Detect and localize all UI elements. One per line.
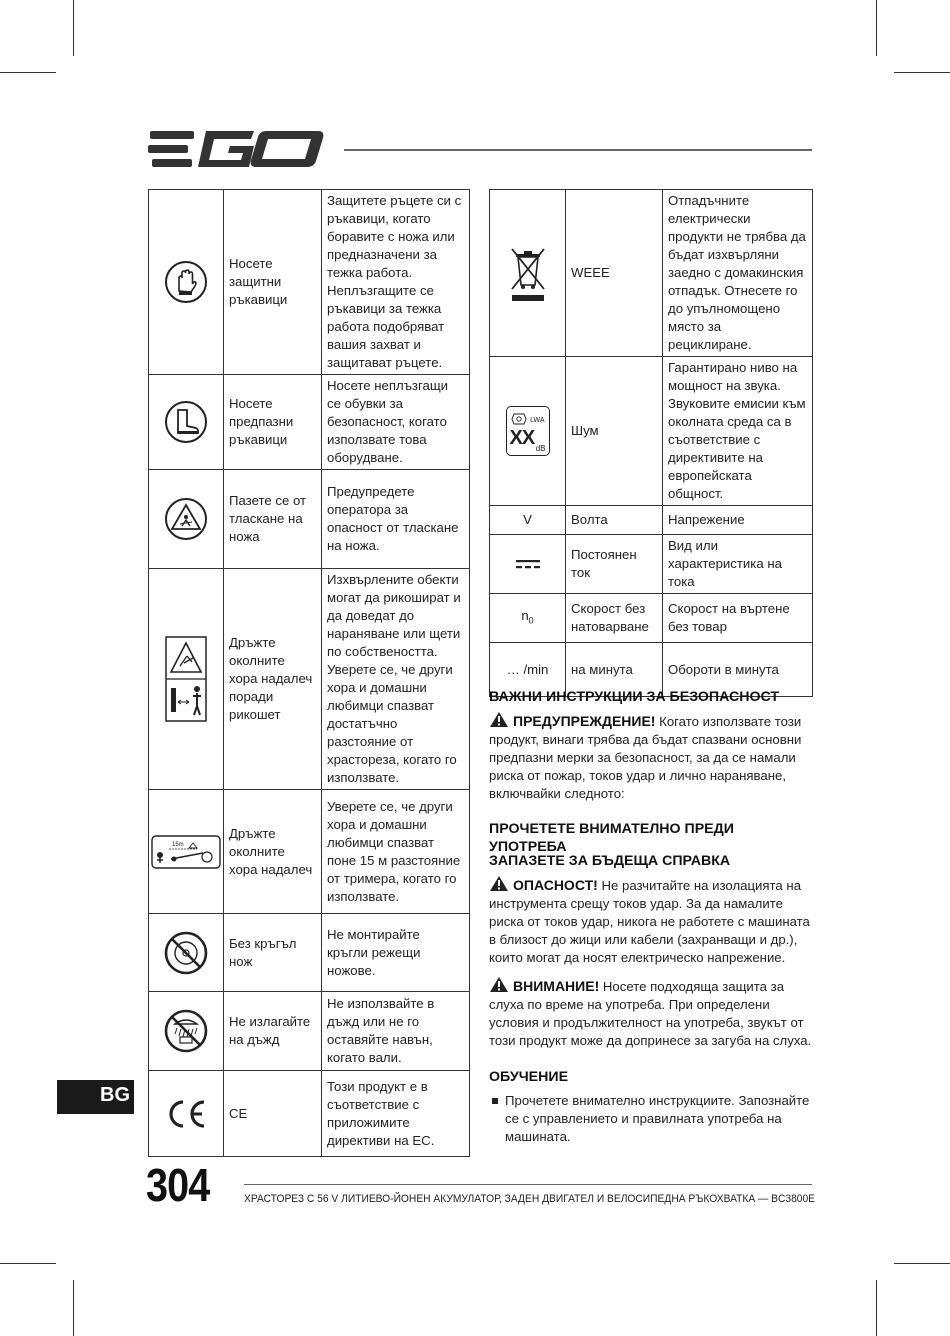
table-row	[149, 992, 470, 1071]
blade-thrust-warning-icon	[164, 497, 208, 541]
list-item	[489, 1092, 815, 1146]
no-rain-icon	[164, 1009, 208, 1053]
crop-mark	[876, 1280, 877, 1336]
symbol-description: Вид или характеристика на тока	[663, 535, 813, 594]
symbol-description: Защитете ръцете си с ръкавици, когато боравите с ножа или предназначени за тежка работа. Неплъзгащите се ръкавици за тежка работа подобряват вашия захват и защитават ръцете.	[322, 190, 470, 375]
table-row	[149, 914, 470, 992]
warning-paragraph	[489, 711, 815, 803]
symbol-description: Гарантирано ниво на мощност на звука. Звуковите емисии към околната среда са в съответствие с директивите на европейската общност.	[663, 357, 813, 506]
warning-keyword: ПРЕДУПРЕЖДЕНИЕ!	[513, 713, 656, 729]
symbol-cell	[490, 594, 566, 643]
read-heading	[489, 820, 815, 856]
noise-xx-label: XX	[509, 427, 535, 449]
crop-mark	[894, 1263, 950, 1264]
save-heading	[489, 852, 815, 870]
symbol-description: Отпадъчните електрически продукти не трябва да бъдат изхвърляни заедно с домакинския отпадък. Отнесете го до упълномощено място за рециклиране.	[663, 190, 813, 357]
symbol-cell	[149, 375, 224, 470]
table-row	[490, 594, 813, 643]
table-row	[149, 790, 470, 914]
danger-text: Не разчитайте на изолацията на инструмента срещу токов удар. За да намалите риска от токов удар, никога не работете с машината в близост до жици или кабели (захранващи и др.), които могат да носят електрическо напрежение.	[489, 878, 810, 965]
symbol-name: Не излагайте на дъжд	[224, 992, 322, 1071]
symbol-description: Този продукт е в съответствие с приложимите директиви на ЕС.	[322, 1071, 470, 1157]
warning-triangle-icon	[489, 875, 509, 892]
no-circular-blade-icon	[164, 931, 208, 975]
symbol-cell	[149, 1071, 224, 1157]
table-row	[149, 470, 470, 569]
symbol-cell	[490, 190, 566, 357]
danger-paragraph	[489, 875, 815, 967]
symbol-name: Волта	[566, 506, 663, 535]
symbol-subscript: 0	[528, 615, 534, 626]
symbol-description: Обороти в минута	[663, 643, 813, 697]
symbols-table-left	[148, 189, 470, 1157]
symbol-name: на минута	[566, 643, 663, 697]
symbol-cell	[490, 535, 566, 594]
symbol-description: Скорост на въртене без товар	[663, 594, 813, 643]
symbol-name: Носете предпазни ръкавици	[224, 375, 322, 470]
symbol-cell	[490, 357, 566, 506]
symbol-name: Носете защитни ръкавици	[224, 190, 322, 375]
crop-mark	[894, 72, 950, 73]
footer-rule	[244, 1184, 812, 1185]
weee-bin-icon	[508, 243, 548, 303]
section-heading: ОБУЧЕНИЕ	[489, 1069, 569, 1085]
warning-triangle-icon	[489, 976, 509, 993]
warning-text: Когато използвате този продукт, винаги трябва да бъдат спазвани основни предпазни мерки за безопасност, за да се намали риска от пожар, токов удар и лично нараняване, включвайки следното:	[489, 714, 802, 801]
symbol-name: Дръжте околните хора надалеч	[224, 790, 322, 914]
symbol-cell	[149, 914, 224, 992]
table-row	[490, 357, 813, 506]
symbol-name: Постоянен ток	[566, 535, 663, 594]
safety-heading	[489, 688, 815, 706]
crop-mark	[876, 0, 877, 56]
keep-distance-15m-icon	[151, 835, 221, 869]
gloves-icon	[164, 260, 208, 304]
header-rule	[344, 149, 812, 151]
crop-mark	[73, 0, 74, 56]
danger-keyword: ОПАСНОСТ!	[513, 877, 598, 893]
symbol-name: Пазете се от тласкане на ножа	[224, 470, 322, 569]
table-row	[490, 190, 813, 357]
bullet-marker	[492, 1098, 498, 1104]
svg-text:15m: 15m	[172, 841, 184, 848]
symbol-description: Не монтирайте кръгли режещи ножове.	[322, 914, 470, 992]
symbol-letter: n	[521, 607, 529, 623]
symbol-cell	[149, 190, 224, 375]
ego-logo	[148, 126, 328, 172]
section-heading: ВАЖНИ ИНСТРУКЦИИ ЗА БЕЗОПАСНОСТ	[489, 689, 780, 705]
direct-current-icon	[515, 558, 541, 570]
symbol-cell: V	[490, 506, 566, 535]
noise-level-icon	[506, 406, 550, 456]
crop-mark	[0, 72, 56, 73]
training-list	[489, 1092, 815, 1146]
noise-lwa-label: LWA	[530, 417, 545, 424]
symbol-description: Предупредете оператора за опасност от тласкане на ножа.	[322, 470, 470, 569]
symbol-description: Изхвърлените обекти могат да рикошират и да доведат до нараняване или щети по собствеността. Уверете се, че други хора и домашни любимци спазват достатъчно разстояние от храстореза, когато го използвате.	[322, 569, 470, 790]
symbol-cell	[149, 569, 224, 790]
warning-triangle-icon	[489, 711, 509, 728]
symbol-description: Напрежение	[663, 506, 813, 535]
symbol-description: Не използвайте в дъжд или не го оставяйте навън, когато вали.	[322, 992, 470, 1071]
symbol-cell	[149, 992, 224, 1071]
crop-mark	[0, 1263, 56, 1264]
section-heading: ЗАПАЗЕТЕ ЗА БЪДЕЩА СПРАВКА	[489, 853, 731, 869]
table-row	[149, 1071, 470, 1157]
boots-icon	[164, 400, 208, 444]
language-tab	[57, 1080, 134, 1114]
symbol-name: Без кръгъл нож	[224, 914, 322, 992]
ricochet-bystanders-icon	[165, 636, 207, 722]
caution-paragraph	[489, 976, 815, 1050]
footer-text: ХРАСТОРЕЗ С 56 V ЛИТИЕВО-ЙОНЕН АКУМУЛАТОР, ЗАДЕН ДВИГАТЕЛ И ВЕЛОСИПЕДНА РЪКОХВАТКА — BC3800E	[244, 1193, 816, 1205]
page-number: 304	[146, 1159, 210, 1211]
symbol-name: Шум	[566, 357, 663, 506]
symbol-cell	[149, 790, 224, 914]
symbol-name: WEEE	[566, 190, 663, 357]
symbol-name: Дръжте околните хора надалеч поради рикошет	[224, 569, 322, 790]
caution-text: Носете подходяща защита за слуха по време на употреба. При определени условия и продължителност на употреба, звукът от този продукт може да допринесе за загуба на слуха.	[489, 979, 812, 1048]
list-item-text: Прочетете внимателно инструкциите. Запознайте се с управлението и правилната употреба на машината.	[505, 1093, 810, 1144]
table-row	[149, 190, 470, 375]
table-row	[149, 569, 470, 790]
symbol-cell: … /min	[490, 643, 566, 697]
symbol-name: CE	[224, 1071, 322, 1157]
symbol-description: Уверете се, че други хора и домашни любимци спазват поне 15 м разстояние от тримера, когато го използвате.	[322, 790, 470, 914]
table-row	[490, 506, 813, 535]
training-heading	[489, 1068, 815, 1086]
table-row	[149, 375, 470, 470]
section-heading: ПРОЧЕТЕТЕ ВНИМАТЕЛНО ПРЕДИ УПОТРЕБА	[489, 821, 734, 855]
language-code: BG	[100, 1084, 130, 1106]
noise-db-label: dB	[535, 444, 546, 453]
symbol-cell	[149, 470, 224, 569]
ce-mark-icon	[164, 1098, 208, 1130]
table-row	[490, 535, 813, 594]
symbol-name: Скорост без натоварване	[566, 594, 663, 643]
caution-keyword: ВНИМАНИЕ!	[513, 978, 600, 994]
symbols-table-right	[489, 189, 813, 697]
crop-mark	[73, 1280, 74, 1336]
symbol-description: Носете неплъзгащи се обувки за безопасност, когато използвате това оборудване.	[322, 375, 470, 470]
